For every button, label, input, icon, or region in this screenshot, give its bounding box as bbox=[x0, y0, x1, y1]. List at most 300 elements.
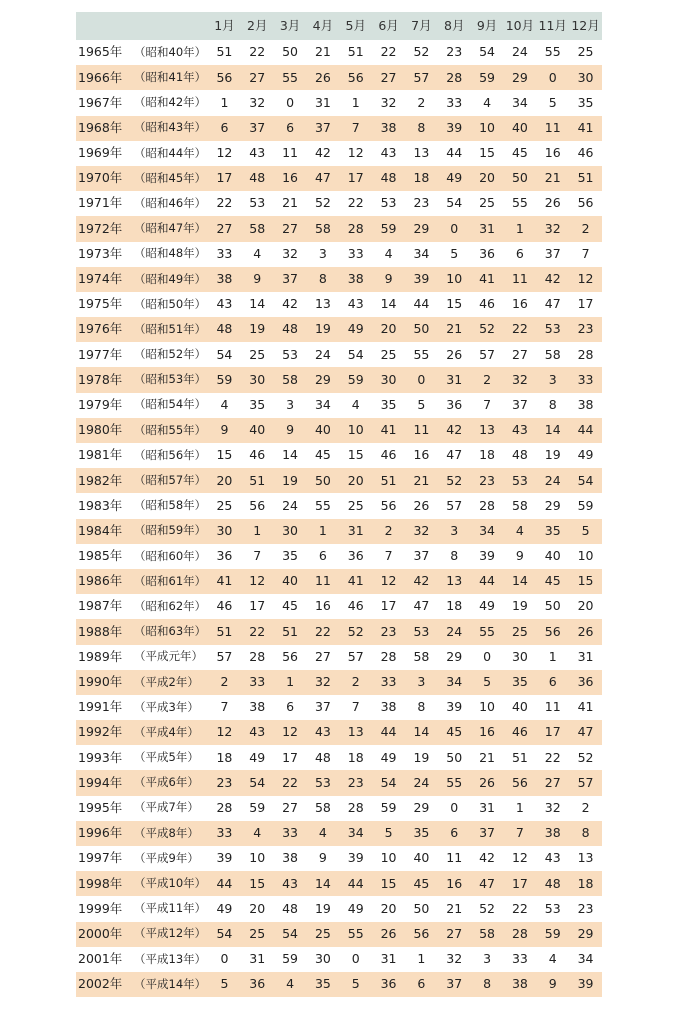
value-cell: 53 bbox=[544, 321, 561, 337]
value-cell: 30 bbox=[314, 951, 331, 967]
value-cell: 11 bbox=[413, 422, 430, 438]
value-cell: 3 bbox=[286, 396, 295, 412]
year-month-table bbox=[76, 12, 602, 997]
value-cell: 50 bbox=[544, 598, 561, 614]
value-cell: 17 bbox=[282, 749, 299, 765]
table-row bbox=[76, 871, 602, 896]
value-cell: 37 bbox=[314, 699, 331, 715]
table-row bbox=[76, 242, 602, 267]
month-header: 2月 bbox=[247, 17, 268, 33]
value-cell: 0 bbox=[220, 951, 229, 967]
year-cell: 1996年 bbox=[78, 825, 123, 841]
value-cell: 23 bbox=[577, 900, 594, 916]
value-cell: 39 bbox=[413, 271, 430, 287]
value-cell: 24 bbox=[314, 346, 331, 362]
value-cell: 37 bbox=[511, 396, 528, 412]
value-cell: 20 bbox=[249, 900, 266, 916]
value-cell: 15 bbox=[577, 573, 594, 589]
value-cell: 28 bbox=[249, 648, 266, 664]
value-cell: 53 bbox=[380, 195, 397, 211]
table-row bbox=[76, 770, 602, 795]
table-row bbox=[76, 519, 602, 544]
value-cell: 50 bbox=[446, 749, 463, 765]
value-cell: 9 bbox=[253, 271, 262, 287]
value-cell: 54 bbox=[282, 925, 299, 941]
value-cell: 33 bbox=[216, 245, 233, 261]
value-cell: 22 bbox=[511, 321, 528, 337]
table-row bbox=[76, 166, 602, 191]
value-cell: 23 bbox=[380, 623, 397, 639]
table-row bbox=[76, 896, 602, 921]
table-row bbox=[76, 116, 602, 141]
value-cell: 59 bbox=[249, 799, 266, 815]
era-cell: （平成6年） bbox=[134, 775, 199, 790]
value-cell: 30 bbox=[282, 522, 299, 538]
value-cell: 53 bbox=[282, 346, 299, 362]
value-cell: 8 bbox=[450, 548, 459, 564]
value-cell: 8 bbox=[581, 825, 590, 841]
value-cell: 28 bbox=[216, 799, 233, 815]
value-cell: 41 bbox=[347, 573, 364, 589]
era-cell: （昭和46年） bbox=[134, 195, 207, 210]
value-cell: 23 bbox=[479, 472, 496, 488]
value-cell: 58 bbox=[314, 220, 331, 236]
value-cell: 11 bbox=[446, 850, 463, 866]
value-cell: 21 bbox=[446, 900, 463, 916]
value-cell: 28 bbox=[347, 220, 364, 236]
value-cell: 57 bbox=[413, 69, 430, 85]
value-cell: 36 bbox=[216, 548, 233, 564]
value-cell: 35 bbox=[544, 522, 561, 538]
value-cell: 22 bbox=[380, 44, 397, 60]
era-cell: （昭和53年） bbox=[134, 372, 207, 387]
value-cell: 48 bbox=[511, 447, 528, 463]
value-cell: 40 bbox=[413, 850, 430, 866]
value-cell: 44 bbox=[347, 875, 364, 891]
value-cell: 6 bbox=[450, 825, 459, 841]
table-row bbox=[76, 393, 602, 418]
value-cell: 17 bbox=[249, 598, 266, 614]
value-cell: 40 bbox=[511, 699, 528, 715]
value-cell: 16 bbox=[479, 724, 496, 740]
era-cell: （昭和58年） bbox=[134, 498, 207, 513]
year-cell: 1985年 bbox=[78, 548, 123, 564]
value-cell: 18 bbox=[577, 875, 594, 891]
value-cell: 7 bbox=[515, 825, 524, 841]
value-cell: 25 bbox=[314, 925, 331, 941]
value-cell: 1 bbox=[417, 951, 426, 967]
value-cell: 23 bbox=[216, 774, 233, 790]
value-cell: 4 bbox=[483, 94, 492, 110]
value-cell: 57 bbox=[577, 774, 594, 790]
value-cell: 55 bbox=[413, 346, 430, 362]
value-cell: 24 bbox=[511, 44, 528, 60]
table-row bbox=[76, 292, 602, 317]
table-row bbox=[76, 544, 602, 569]
value-cell: 2 bbox=[417, 94, 426, 110]
value-cell: 55 bbox=[282, 69, 299, 85]
value-cell: 4 bbox=[253, 825, 262, 841]
value-cell: 33 bbox=[216, 825, 233, 841]
table-row bbox=[76, 65, 602, 90]
value-cell: 9 bbox=[220, 422, 229, 438]
year-cell: 1984年 bbox=[78, 522, 123, 538]
value-cell: 4 bbox=[286, 976, 295, 992]
year-cell: 1993年 bbox=[78, 749, 123, 765]
value-cell: 5 bbox=[384, 825, 393, 841]
value-cell: 59 bbox=[380, 220, 397, 236]
era-cell: （昭和54年） bbox=[134, 397, 207, 412]
month-header: 11月 bbox=[538, 17, 567, 33]
value-cell: 25 bbox=[249, 346, 266, 362]
value-cell: 21 bbox=[446, 321, 463, 337]
value-cell: 50 bbox=[413, 321, 430, 337]
value-cell: 13 bbox=[413, 145, 430, 161]
value-cell: 57 bbox=[446, 497, 463, 513]
table-row bbox=[76, 90, 602, 115]
value-cell: 16 bbox=[314, 598, 331, 614]
month-header: 12月 bbox=[571, 17, 600, 33]
era-cell: （昭和44年） bbox=[134, 145, 207, 160]
value-cell: 48 bbox=[282, 900, 299, 916]
value-cell: 38 bbox=[380, 699, 397, 715]
value-cell: 22 bbox=[511, 900, 528, 916]
value-cell: 27 bbox=[216, 220, 233, 236]
value-cell: 36 bbox=[479, 245, 496, 261]
value-cell: 40 bbox=[314, 422, 331, 438]
value-cell: 42 bbox=[446, 422, 463, 438]
value-cell: 29 bbox=[544, 497, 561, 513]
value-cell: 49 bbox=[249, 749, 266, 765]
value-cell: 56 bbox=[216, 69, 233, 85]
value-cell: 35 bbox=[249, 396, 266, 412]
year-cell: 1983年 bbox=[78, 497, 123, 513]
value-cell: 38 bbox=[249, 699, 266, 715]
value-cell: 56 bbox=[282, 648, 299, 664]
table-row bbox=[76, 141, 602, 166]
value-cell: 53 bbox=[544, 900, 561, 916]
value-cell: 47 bbox=[314, 170, 331, 186]
value-cell: 9 bbox=[318, 850, 327, 866]
value-cell: 12 bbox=[511, 850, 528, 866]
value-cell: 48 bbox=[249, 170, 266, 186]
value-cell: 42 bbox=[314, 145, 331, 161]
value-cell: 50 bbox=[282, 44, 299, 60]
value-cell: 37 bbox=[314, 119, 331, 135]
value-cell: 32 bbox=[314, 674, 331, 690]
value-cell: 51 bbox=[577, 170, 594, 186]
value-cell: 39 bbox=[577, 976, 594, 992]
value-cell: 6 bbox=[286, 119, 295, 135]
value-cell: 40 bbox=[282, 573, 299, 589]
value-cell: 36 bbox=[347, 548, 364, 564]
value-cell: 2 bbox=[483, 371, 492, 387]
year-cell: 1980年 bbox=[78, 422, 123, 438]
value-cell: 3 bbox=[450, 522, 459, 538]
value-cell: 5 bbox=[450, 245, 459, 261]
value-cell: 43 bbox=[314, 724, 331, 740]
value-cell: 31 bbox=[446, 371, 463, 387]
value-cell: 22 bbox=[544, 749, 561, 765]
value-cell: 33 bbox=[380, 674, 397, 690]
era-cell: （昭和52年） bbox=[134, 347, 207, 362]
month-header: 5月 bbox=[345, 17, 366, 33]
value-cell: 45 bbox=[314, 447, 331, 463]
year-cell: 1990年 bbox=[78, 674, 123, 690]
value-cell: 27 bbox=[380, 69, 397, 85]
value-cell: 41 bbox=[380, 422, 397, 438]
era-cell: （昭和51年） bbox=[134, 321, 207, 336]
era-cell: （昭和47年） bbox=[134, 221, 207, 236]
value-cell: 10 bbox=[347, 422, 364, 438]
value-cell: 51 bbox=[216, 623, 233, 639]
value-cell: 24 bbox=[446, 623, 463, 639]
header-row bbox=[76, 12, 602, 40]
value-cell: 5 bbox=[483, 674, 492, 690]
value-cell: 41 bbox=[479, 271, 496, 287]
value-cell: 6 bbox=[220, 119, 229, 135]
table-row bbox=[76, 342, 602, 367]
value-cell: 33 bbox=[446, 94, 463, 110]
value-cell: 0 bbox=[417, 371, 426, 387]
value-cell: 55 bbox=[347, 925, 364, 941]
value-cell: 25 bbox=[479, 195, 496, 211]
value-cell: 52 bbox=[314, 195, 331, 211]
value-cell: 32 bbox=[446, 951, 463, 967]
value-cell: 7 bbox=[253, 548, 262, 564]
value-cell: 9 bbox=[548, 976, 557, 992]
value-cell: 50 bbox=[314, 472, 331, 488]
value-cell: 19 bbox=[314, 321, 331, 337]
table-row bbox=[76, 947, 602, 972]
value-cell: 8 bbox=[548, 396, 557, 412]
year-cell: 1988年 bbox=[78, 623, 123, 639]
value-cell: 43 bbox=[282, 875, 299, 891]
value-cell: 9 bbox=[286, 422, 295, 438]
value-cell: 15 bbox=[249, 875, 266, 891]
value-cell: 10 bbox=[479, 699, 496, 715]
value-cell: 16 bbox=[282, 170, 299, 186]
value-cell: 27 bbox=[282, 799, 299, 815]
era-cell: （昭和60年） bbox=[134, 548, 207, 563]
value-cell: 16 bbox=[446, 875, 463, 891]
value-cell: 24 bbox=[413, 774, 430, 790]
value-cell: 14 bbox=[314, 875, 331, 891]
year-cell: 1970年 bbox=[78, 170, 123, 186]
value-cell: 54 bbox=[577, 472, 594, 488]
year-cell: 1989年 bbox=[78, 648, 123, 664]
era-cell: （平成2年） bbox=[134, 674, 199, 689]
value-cell: 8 bbox=[318, 271, 327, 287]
value-cell: 57 bbox=[347, 648, 364, 664]
value-cell: 41 bbox=[577, 699, 594, 715]
era-cell: （平成10年） bbox=[134, 876, 207, 891]
value-cell: 25 bbox=[577, 44, 594, 60]
value-cell: 34 bbox=[347, 825, 364, 841]
value-cell: 39 bbox=[479, 548, 496, 564]
value-cell: 47 bbox=[544, 296, 561, 312]
value-cell: 10 bbox=[446, 271, 463, 287]
year-cell: 1987年 bbox=[78, 598, 123, 614]
value-cell: 44 bbox=[413, 296, 430, 312]
value-cell: 10 bbox=[249, 850, 266, 866]
value-cell: 8 bbox=[417, 699, 426, 715]
value-cell: 17 bbox=[347, 170, 364, 186]
value-cell: 46 bbox=[511, 724, 528, 740]
value-cell: 11 bbox=[282, 145, 299, 161]
value-cell: 1 bbox=[515, 220, 524, 236]
value-cell: 22 bbox=[347, 195, 364, 211]
value-cell: 58 bbox=[249, 220, 266, 236]
era-cell: （昭和41年） bbox=[134, 70, 207, 85]
year-cell: 1968年 bbox=[78, 119, 123, 135]
value-cell: 27 bbox=[249, 69, 266, 85]
era-cell: （昭和48年） bbox=[134, 246, 207, 261]
value-cell: 31 bbox=[314, 94, 331, 110]
value-cell: 31 bbox=[479, 220, 496, 236]
value-cell: 17 bbox=[216, 170, 233, 186]
value-cell: 6 bbox=[318, 548, 327, 564]
value-cell: 43 bbox=[544, 850, 561, 866]
value-cell: 28 bbox=[577, 346, 594, 362]
value-cell: 1 bbox=[253, 522, 262, 538]
value-cell: 52 bbox=[347, 623, 364, 639]
value-cell: 29 bbox=[511, 69, 528, 85]
era-cell: （平成7年） bbox=[134, 800, 199, 815]
value-cell: 17 bbox=[511, 875, 528, 891]
value-cell: 38 bbox=[380, 119, 397, 135]
value-cell: 31 bbox=[479, 799, 496, 815]
value-cell: 25 bbox=[347, 497, 364, 513]
value-cell: 46 bbox=[479, 296, 496, 312]
era-cell: （平成8年） bbox=[134, 825, 199, 840]
value-cell: 0 bbox=[450, 799, 459, 815]
value-cell: 1 bbox=[286, 674, 295, 690]
month-header: 10月 bbox=[505, 17, 535, 33]
era-cell: （昭和50年） bbox=[134, 296, 207, 311]
table-row bbox=[76, 670, 602, 695]
value-cell: 22 bbox=[249, 44, 266, 60]
value-cell: 52 bbox=[446, 472, 463, 488]
value-cell: 36 bbox=[380, 976, 397, 992]
value-cell: 3 bbox=[318, 245, 327, 261]
value-cell: 56 bbox=[380, 497, 397, 513]
value-cell: 44 bbox=[216, 875, 233, 891]
value-cell: 56 bbox=[577, 195, 594, 211]
value-cell: 27 bbox=[446, 925, 463, 941]
value-cell: 21 bbox=[282, 195, 299, 211]
value-cell: 24 bbox=[282, 497, 299, 513]
era-cell: （平成14年） bbox=[134, 976, 207, 991]
value-cell: 41 bbox=[577, 119, 594, 135]
value-cell: 53 bbox=[413, 623, 430, 639]
value-cell: 12 bbox=[216, 724, 233, 740]
value-cell: 51 bbox=[216, 44, 233, 60]
table-row bbox=[76, 216, 602, 241]
year-cell: 2002年 bbox=[78, 976, 123, 992]
value-cell: 19 bbox=[314, 900, 331, 916]
value-cell: 58 bbox=[282, 371, 299, 387]
year-cell: 1991年 bbox=[78, 699, 123, 715]
table-row bbox=[76, 443, 602, 468]
era-cell: （昭和43年） bbox=[134, 120, 207, 135]
value-cell: 36 bbox=[577, 674, 594, 690]
era-cell: （昭和40年） bbox=[134, 44, 207, 59]
value-cell: 48 bbox=[544, 875, 561, 891]
value-cell: 54 bbox=[446, 195, 463, 211]
value-cell: 23 bbox=[413, 195, 430, 211]
value-cell: 26 bbox=[413, 497, 430, 513]
value-cell: 54 bbox=[380, 774, 397, 790]
value-cell: 2 bbox=[351, 674, 360, 690]
value-cell: 21 bbox=[544, 170, 561, 186]
value-cell: 0 bbox=[483, 648, 492, 664]
value-cell: 2 bbox=[220, 674, 229, 690]
value-cell: 7 bbox=[351, 699, 360, 715]
value-cell: 18 bbox=[446, 598, 463, 614]
value-cell: 49 bbox=[347, 900, 364, 916]
value-cell: 22 bbox=[249, 623, 266, 639]
value-cell: 32 bbox=[544, 799, 561, 815]
value-cell: 33 bbox=[347, 245, 364, 261]
value-cell: 43 bbox=[249, 145, 266, 161]
value-cell: 12 bbox=[347, 145, 364, 161]
value-cell: 55 bbox=[511, 195, 528, 211]
era-cell: （昭和63年） bbox=[134, 624, 207, 639]
era-cell: （昭和59年） bbox=[134, 523, 207, 538]
value-cell: 26 bbox=[479, 774, 496, 790]
value-cell: 11 bbox=[314, 573, 331, 589]
era-cell: （平成5年） bbox=[134, 750, 199, 765]
value-cell: 14 bbox=[544, 422, 561, 438]
year-cell: 1969年 bbox=[78, 145, 123, 161]
value-cell: 56 bbox=[511, 774, 528, 790]
value-cell: 15 bbox=[216, 447, 233, 463]
value-cell: 47 bbox=[413, 598, 430, 614]
value-cell: 41 bbox=[216, 573, 233, 589]
value-cell: 1 bbox=[220, 94, 229, 110]
value-cell: 52 bbox=[577, 749, 594, 765]
value-cell: 36 bbox=[446, 396, 463, 412]
value-cell: 51 bbox=[249, 472, 266, 488]
year-cell: 1972年 bbox=[78, 220, 123, 236]
value-cell: 28 bbox=[479, 497, 496, 513]
value-cell: 3 bbox=[483, 951, 492, 967]
value-cell: 48 bbox=[314, 749, 331, 765]
value-cell: 43 bbox=[511, 422, 528, 438]
value-cell: 53 bbox=[314, 774, 331, 790]
year-cell: 1992年 bbox=[78, 724, 123, 740]
value-cell: 1 bbox=[351, 94, 360, 110]
value-cell: 2 bbox=[581, 220, 590, 236]
table-row bbox=[76, 720, 602, 745]
table-row bbox=[76, 695, 602, 720]
value-cell: 19 bbox=[511, 598, 528, 614]
year-cell: 1995年 bbox=[78, 799, 123, 815]
value-cell: 18 bbox=[413, 170, 430, 186]
value-cell: 56 bbox=[347, 69, 364, 85]
value-cell: 46 bbox=[347, 598, 364, 614]
value-cell: 47 bbox=[446, 447, 463, 463]
value-cell: 7 bbox=[384, 548, 393, 564]
value-cell: 25 bbox=[511, 623, 528, 639]
value-cell: 51 bbox=[347, 44, 364, 60]
value-cell: 22 bbox=[216, 195, 233, 211]
era-cell: （昭和56年） bbox=[134, 447, 207, 462]
table-row bbox=[76, 191, 602, 216]
value-cell: 59 bbox=[282, 951, 299, 967]
value-cell: 39 bbox=[446, 699, 463, 715]
